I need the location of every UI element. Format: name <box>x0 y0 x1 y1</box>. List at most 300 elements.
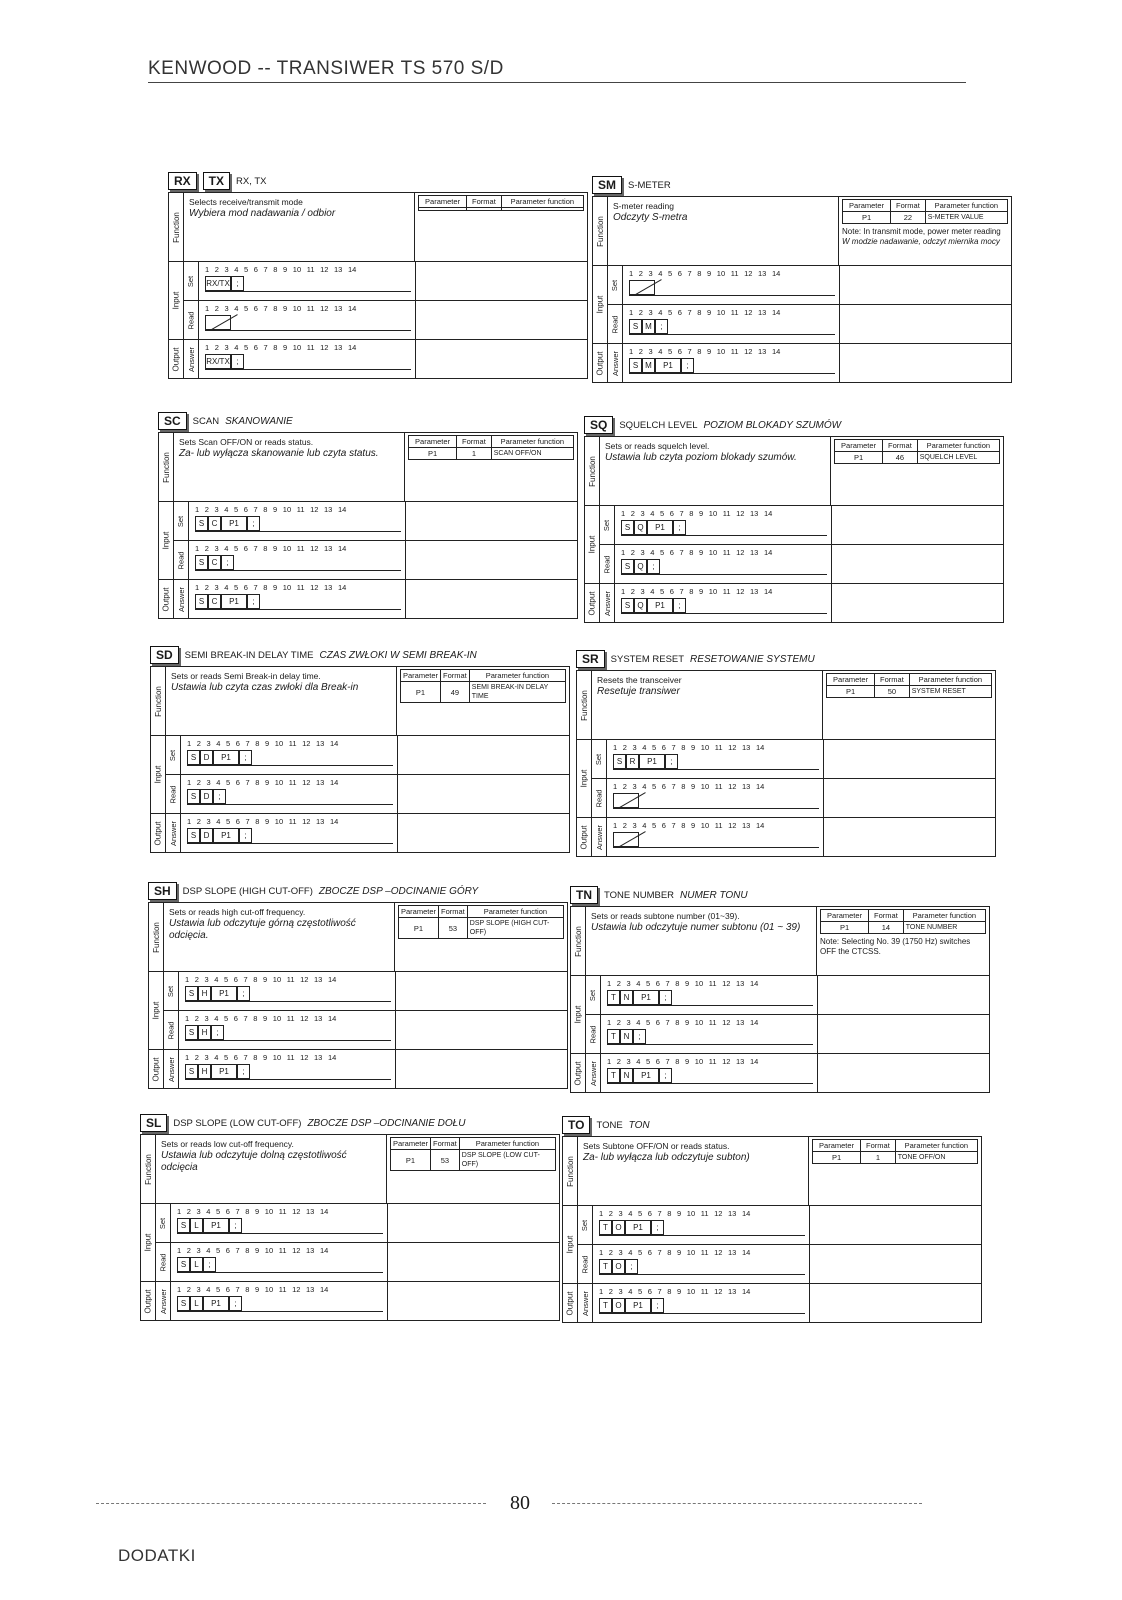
read-label: Read <box>184 301 199 339</box>
param-value: P1 <box>821 922 869 934</box>
col-parameter: Parameter <box>391 1138 431 1150</box>
set-command-cell: ; <box>659 990 672 1005</box>
function-en: Sets Scan OFF/ON or reads status. <box>179 437 314 447</box>
note-en: Note: Selecting No. 39 (1750 Hz) switches OFF the CTCSS. <box>820 937 971 956</box>
answer-command-cell: P1 <box>203 1296 229 1311</box>
answer-command-sequence <box>177 1296 383 1312</box>
read-command-cell: S <box>629 319 642 334</box>
command-frame <box>140 1134 560 1321</box>
answer-command-sequence <box>607 1068 813 1084</box>
read-command-sequence <box>599 1259 805 1275</box>
param-function-value: TONE OFF/ON <box>895 1152 977 1164</box>
read-command <box>607 779 824 817</box>
set-command <box>593 1206 810 1244</box>
read-row <box>578 1244 981 1283</box>
answer-command-cell: N <box>620 1068 633 1083</box>
title-english: TONE NUMBER <box>604 889 675 901</box>
read-command-sequence <box>621 559 827 575</box>
answer-command-sequence <box>621 598 827 614</box>
digit-positions: 1 2 3 4 5 6 7 8 9 10 11 12 13 14 <box>185 1014 337 1023</box>
note <box>842 227 1008 247</box>
function-pl: Wybiera mod nadawania / odbior <box>189 208 336 219</box>
digit-positions: 1 2 3 4 5 6 7 8 9 10 11 12 13 14 <box>195 544 347 553</box>
set-label: Set <box>174 502 189 540</box>
format-value: 49 <box>441 682 470 703</box>
function-description <box>166 667 397 735</box>
col-format: Format <box>891 200 926 212</box>
set-command-cell: C <box>208 516 221 531</box>
command-code: SL <box>140 1114 167 1132</box>
param-value: P1 <box>401 682 441 703</box>
col-format: Format <box>861 1140 896 1152</box>
footer-rule-right <box>552 1503 922 1504</box>
answer-command-cell: D <box>200 828 213 843</box>
input-row <box>141 1204 559 1282</box>
title-english: RX, TX <box>236 175 267 187</box>
function-label: Function <box>159 433 174 501</box>
set-command-sequence <box>613 754 819 770</box>
read-command-cell: S <box>185 1025 198 1040</box>
answer-command-cell: P1 <box>633 1068 659 1083</box>
col-parameter: Parameter <box>843 200 891 212</box>
digit-positions: 1 2 3 4 5 6 7 8 9 10 11 12 13 14 <box>177 1246 329 1255</box>
command-frame <box>570 906 990 1093</box>
read-label: Read <box>156 1243 171 1281</box>
function-label: Function <box>563 1137 578 1205</box>
function-row <box>169 193 587 262</box>
answer-row <box>156 1282 559 1320</box>
answer-row <box>166 814 569 852</box>
set-command <box>181 736 398 774</box>
title-polish: CZAS ZWŁOKI W SEMI BREAK-IN <box>319 649 477 661</box>
answer-command <box>623 344 840 382</box>
title-polish: SKANOWANIE <box>225 415 293 427</box>
answer-row <box>578 1284 981 1322</box>
answer-label: Answer <box>166 814 181 852</box>
input-row <box>169 262 587 340</box>
digit-positions: 1 2 3 4 5 6 7 8 9 10 11 12 13 14 <box>177 1285 329 1294</box>
set-command-cell: S <box>185 986 198 1001</box>
block-title <box>562 1114 982 1136</box>
set-command-cell: P1 <box>221 516 247 531</box>
output-label: Output <box>149 1050 164 1088</box>
output-row <box>577 818 995 856</box>
function-row <box>577 671 995 740</box>
answer-command-cell: ; <box>651 1298 664 1313</box>
input-label: Input <box>141 1204 156 1281</box>
output-label: Output <box>141 1282 156 1320</box>
col-parameter: Parameter <box>827 674 875 686</box>
title-english: DSP SLOPE (HIGH CUT-OFF) <box>182 885 313 897</box>
read-command <box>189 541 406 579</box>
set-command <box>601 976 818 1014</box>
answer-command-cell: T <box>607 1068 620 1083</box>
set-command-cell: S <box>177 1218 190 1233</box>
command-code-2: TX <box>203 172 230 190</box>
title-english: TONE <box>596 1119 623 1131</box>
read-label: Read <box>600 545 615 583</box>
read-command-cell: ; <box>655 319 668 334</box>
command-block-sc <box>158 410 578 619</box>
set-label: Set <box>578 1206 593 1244</box>
read-command-not-applicable <box>205 315 231 330</box>
title-english: DSP SLOPE (LOW CUT-OFF) <box>173 1117 302 1129</box>
output-label: Output <box>593 344 608 382</box>
set-command-sequence <box>177 1218 383 1234</box>
read-command <box>181 775 398 813</box>
answer-command-cell: P1 <box>211 1064 237 1079</box>
block-title <box>570 884 990 906</box>
title-polish: RESETOWANIE SYSTEMU <box>690 653 815 665</box>
parameter-table <box>834 439 1000 464</box>
read-command <box>623 305 840 343</box>
param-value: P1 <box>835 452 883 464</box>
col-parameter: Parameter <box>401 670 441 682</box>
input-row <box>149 972 567 1050</box>
command-code: SD <box>150 646 179 664</box>
function-pl: Ustawia lub odczytuje górną częstotliwość odcięcia. <box>169 918 356 941</box>
read-command-sequence <box>205 315 411 331</box>
param-value <box>419 208 467 211</box>
command-frame <box>148 902 568 1089</box>
command-code: SH <box>148 882 177 900</box>
answer-command-cell: S <box>621 598 634 613</box>
col-format: Format <box>883 440 918 452</box>
function-row <box>159 433 577 502</box>
block-title <box>148 880 568 902</box>
read-label: Read <box>586 1015 601 1053</box>
answer-label: Answer <box>156 1282 171 1320</box>
function-label: Function <box>141 1135 156 1203</box>
answer-row <box>164 1050 567 1088</box>
function-row <box>585 437 1003 506</box>
answer-command-cell: H <box>198 1064 211 1079</box>
function-row <box>149 903 567 972</box>
read-command-cell: ; <box>625 1259 638 1274</box>
parameter-area <box>831 437 1003 505</box>
note <box>820 937 986 957</box>
answer-command <box>199 340 416 378</box>
set-label: Set <box>166 736 181 774</box>
digit-positions: 1 2 3 4 5 6 7 8 9 10 11 12 13 14 <box>607 979 759 988</box>
answer-command-cell: S <box>629 358 642 373</box>
format-value: 50 <box>875 686 910 698</box>
digit-positions: 1 2 3 4 5 6 7 8 9 10 11 12 13 14 <box>613 821 765 830</box>
parameter-area <box>395 903 567 971</box>
function-label: Function <box>577 671 592 739</box>
col-format: Format <box>869 910 904 922</box>
function-label: Function <box>571 907 586 975</box>
output-row <box>149 1050 567 1088</box>
page-number: 80 <box>510 1492 530 1514</box>
answer-command <box>601 1054 818 1092</box>
input-row <box>577 740 995 818</box>
set-command-cell: P1 <box>203 1218 229 1233</box>
function-pl: Resetuje transiwer <box>597 686 680 697</box>
answer-command <box>181 814 398 852</box>
read-command-cell: C <box>208 555 221 570</box>
function-description <box>600 437 831 505</box>
set-row <box>174 502 577 540</box>
set-command-sequence <box>621 520 827 536</box>
title-polish: POZIOM BLOKADY SZUMÓW <box>703 419 842 431</box>
answer-command-sequence <box>195 594 401 610</box>
set-command-cell: P1 <box>213 750 239 765</box>
set-command-cell: Q <box>634 520 647 535</box>
command-frame <box>150 666 570 853</box>
function-description <box>578 1137 809 1205</box>
answer-command-cell: M <box>642 358 655 373</box>
read-row <box>184 300 587 339</box>
set-command <box>189 502 406 540</box>
digit-positions: 1 2 3 4 5 6 7 8 9 10 11 12 13 14 <box>599 1209 751 1218</box>
function-description <box>184 193 415 261</box>
set-command-sequence <box>195 516 401 532</box>
set-command <box>179 972 396 1010</box>
digit-positions: 1 2 3 4 5 6 7 8 9 10 11 12 13 14 <box>599 1248 751 1257</box>
param-function-value: TONE NUMBER <box>903 922 985 934</box>
format-value: 22 <box>891 212 926 224</box>
read-command-sequence <box>629 319 835 335</box>
set-label: Set <box>592 740 607 778</box>
digit-positions: 1 2 3 4 5 6 7 8 9 10 11 12 13 14 <box>187 817 339 826</box>
read-command <box>601 1015 818 1053</box>
read-command-not-applicable <box>613 793 639 808</box>
set-label: Set <box>164 972 179 1010</box>
output-label: Output <box>169 340 184 378</box>
parameter-table <box>418 195 584 211</box>
digit-positions: 1 2 3 4 5 6 7 8 9 10 11 12 13 14 <box>629 347 781 356</box>
page-header-title: KENWOOD -- TRANSIWER TS 570 S/D <box>148 58 504 79</box>
read-label: Read <box>592 779 607 817</box>
digit-positions: 1 2 3 4 5 6 7 8 9 10 11 12 13 14 <box>205 343 357 352</box>
set-row <box>608 266 1011 304</box>
set-row <box>592 740 995 778</box>
set-command <box>615 506 832 544</box>
col-parameter-function: Parameter function <box>459 1138 555 1150</box>
parameter-area <box>817 907 989 975</box>
set-command-cell: ; <box>247 516 260 531</box>
answer-command-cell: ; <box>681 358 694 373</box>
set-command-cell: T <box>607 990 620 1005</box>
param-function-value: DSP SLOPE (HIGH CUT-OFF) <box>467 918 563 939</box>
function-label: Function <box>149 903 164 971</box>
format-value: 46 <box>883 452 918 464</box>
function-en: Sets or reads high cut-off frequency. <box>169 907 306 917</box>
col-format: Format <box>875 674 910 686</box>
set-command-sequence <box>185 986 391 1002</box>
set-command-sequence <box>205 276 411 292</box>
function-row <box>571 907 989 976</box>
answer-command-sequence <box>599 1298 805 1314</box>
set-command-sequence <box>187 750 393 766</box>
output-label: Output <box>563 1284 578 1322</box>
set-command <box>171 1204 388 1242</box>
input-row <box>159 502 577 580</box>
parameter-table <box>398 905 564 939</box>
function-description <box>174 433 405 501</box>
read-row <box>174 540 577 579</box>
function-en: Resets the transceiver <box>597 675 682 685</box>
function-description <box>164 903 395 971</box>
col-parameter: Parameter <box>409 436 457 448</box>
col-parameter-function: Parameter function <box>903 910 985 922</box>
read-row <box>608 304 1011 343</box>
title-polish: NUMER TONU <box>680 889 748 901</box>
output-label: Output <box>159 580 174 618</box>
set-command-cell: ; <box>237 986 250 1001</box>
answer-command-not-applicable <box>613 832 639 847</box>
command-frame <box>592 196 1012 383</box>
col-parameter: Parameter <box>419 196 467 208</box>
function-pl: Za- lub wyłącza skanowanie lub czyta status. <box>179 448 379 459</box>
read-label: Read <box>164 1011 179 1049</box>
command-code: TN <box>570 886 598 904</box>
read-row <box>592 778 995 817</box>
output-row <box>151 814 569 852</box>
answer-command-cell: S <box>177 1296 190 1311</box>
digit-positions: 1 2 3 4 5 6 7 8 9 10 11 12 13 14 <box>177 1207 329 1216</box>
title-polish: TON <box>628 1119 650 1131</box>
function-description <box>592 671 823 739</box>
read-command-cell: ; <box>213 789 226 804</box>
answer-command-cell: RX/TX <box>205 354 231 369</box>
parameter-area <box>397 667 569 735</box>
answer-command-cell: P1 <box>655 358 681 373</box>
set-command-cell: S <box>195 516 208 531</box>
title-polish: ZBOCZE DSP –ODCINANIE DOŁU <box>307 1117 466 1129</box>
set-command-cell: ; <box>651 1220 664 1235</box>
digit-positions: 1 2 3 4 5 6 7 8 9 10 11 12 13 14 <box>195 505 347 514</box>
read-row <box>600 544 1003 583</box>
col-format: Format <box>431 1138 460 1150</box>
set-command-cell: P1 <box>633 990 659 1005</box>
read-command-cell: ; <box>633 1029 646 1044</box>
read-command-cell: H <box>198 1025 211 1040</box>
digit-positions: 1 2 3 4 5 6 7 8 9 10 11 12 13 14 <box>621 587 773 596</box>
function-pl: Ustawia lub czyta poziom blokady szumów. <box>605 452 797 463</box>
set-label: Set <box>608 266 623 304</box>
read-command-cell: O <box>612 1259 625 1274</box>
set-label: Set <box>156 1204 171 1242</box>
set-command-cell: S <box>187 750 200 765</box>
digit-positions: 1 2 3 4 5 6 7 8 9 10 11 12 13 14 <box>187 778 339 787</box>
output-row <box>593 344 1011 382</box>
set-command-cell: ; <box>239 750 252 765</box>
answer-label: Answer <box>184 340 199 378</box>
answer-command-cell: P1 <box>221 594 247 609</box>
read-command <box>593 1245 810 1283</box>
block-title <box>592 174 1012 196</box>
read-command-cell: T <box>599 1259 612 1274</box>
function-row <box>151 667 569 736</box>
read-command-sequence <box>195 555 401 571</box>
col-parameter-function: Parameter function <box>467 906 563 918</box>
function-pl: Odczyty S-metra <box>613 212 688 223</box>
parameter-table <box>842 199 1008 224</box>
set-row <box>164 972 567 1010</box>
output-label: Output <box>577 818 592 856</box>
block-title <box>584 414 1004 436</box>
function-en: Sets or reads subtone number (01~39). <box>591 911 740 921</box>
format-value: 53 <box>439 918 468 939</box>
command-code: TO <box>562 1116 590 1134</box>
set-command <box>607 740 824 778</box>
format-value: 53 <box>431 1150 460 1171</box>
param-function-value: S-METER VALUE <box>925 212 1007 224</box>
set-command-cell: R <box>626 754 639 769</box>
output-label: Output <box>151 814 166 852</box>
read-command-cell: S <box>195 555 208 570</box>
col-parameter-function: Parameter function <box>925 200 1007 212</box>
block-title <box>576 648 996 670</box>
output-row <box>571 1054 989 1092</box>
set-row <box>578 1206 981 1244</box>
set-row <box>184 262 587 300</box>
parameter-area <box>387 1135 559 1203</box>
set-command-sequence <box>607 990 813 1006</box>
digit-positions: 1 2 3 4 5 6 7 8 9 10 11 12 13 14 <box>607 1018 759 1027</box>
answer-label: Answer <box>592 818 607 856</box>
block-title <box>158 410 578 432</box>
parameter-table <box>390 1137 556 1171</box>
title-english: SEMI BREAK-IN DELAY TIME <box>184 649 314 661</box>
parameter-table <box>820 909 986 934</box>
set-command-sequence <box>629 280 835 296</box>
input-label: Input <box>593 266 608 343</box>
answer-command-cell: ; <box>237 1064 250 1079</box>
col-parameter-function: Parameter function <box>469 670 565 682</box>
header-rule <box>148 82 966 83</box>
set-row <box>156 1204 559 1242</box>
answer-row <box>600 584 1003 622</box>
answer-command-sequence <box>205 354 411 370</box>
set-command-cell: ; <box>231 276 244 291</box>
read-command-cell: S <box>621 559 634 574</box>
answer-label: Answer <box>174 580 189 618</box>
function-en: Sets or reads Semi Break-in delay time. <box>171 671 321 681</box>
read-command-cell: S <box>187 789 200 804</box>
col-format: Format <box>457 436 492 448</box>
answer-command-cell: O <box>612 1298 625 1313</box>
param-value: P1 <box>843 212 891 224</box>
function-pl: Ustawia lub czyta czas zwłoki dla Break-in <box>171 682 359 693</box>
set-command-cell: H <box>198 986 211 1001</box>
answer-command-sequence <box>629 358 835 374</box>
read-label: Read <box>174 541 189 579</box>
col-format: Format <box>467 196 502 208</box>
answer-command <box>189 580 406 618</box>
read-command-cell: ; <box>211 1025 224 1040</box>
answer-row <box>184 340 587 378</box>
set-command-cell: P1 <box>625 1220 651 1235</box>
answer-command-cell: ; <box>673 598 686 613</box>
parameter-table <box>812 1139 978 1164</box>
command-block-tn <box>570 884 990 1093</box>
answer-row <box>586 1054 989 1092</box>
input-label: Input <box>151 736 166 813</box>
answer-command-cell: P1 <box>647 598 673 613</box>
parameter-table <box>826 673 992 698</box>
read-command-cell: Q <box>634 559 647 574</box>
set-command <box>199 262 416 300</box>
digit-positions: 1 2 3 4 5 6 7 8 9 10 11 12 13 14 <box>185 975 337 984</box>
parameter-area <box>823 671 995 739</box>
command-code: SQ <box>584 416 613 434</box>
set-command-cell: ; <box>229 1218 242 1233</box>
param-function-value: SYSTEM RESET <box>909 686 991 698</box>
input-label: Input <box>577 740 592 817</box>
